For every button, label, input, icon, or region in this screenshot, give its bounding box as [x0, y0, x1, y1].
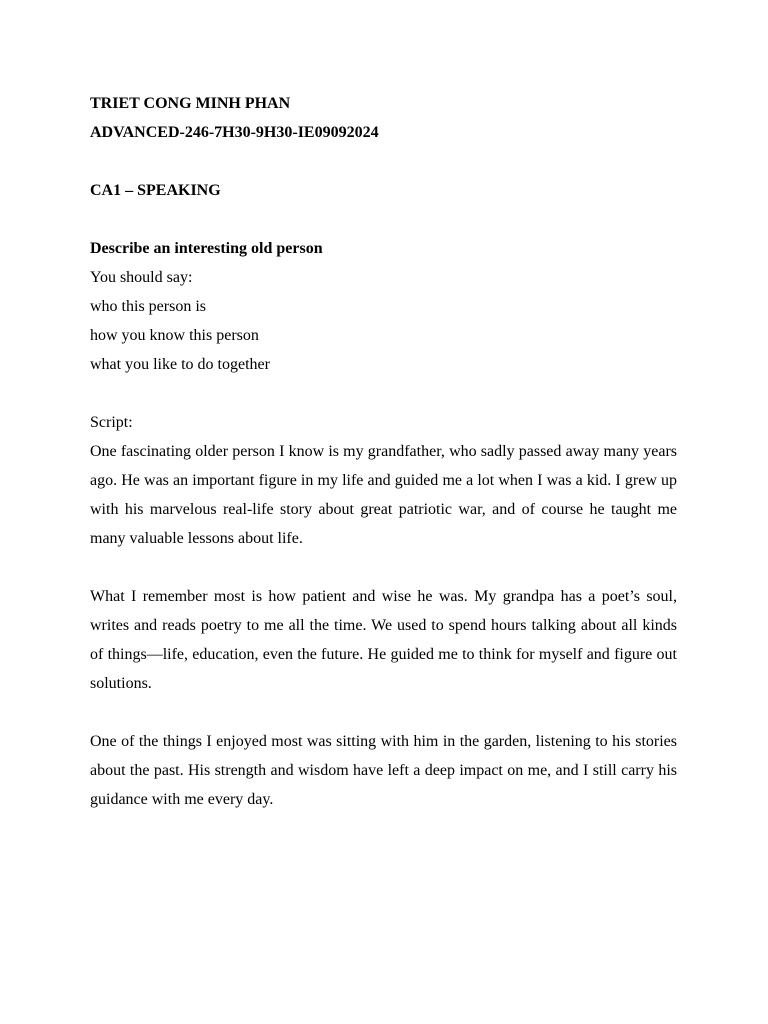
script-paragraph: One of the things I enjoyed most was sitting with him in the garden, listening to his stories about the past. His strength and wisdom have left a deep impact on me, and I still carry his guidance with me every day. — [90, 733, 677, 808]
task-point: what you like to do together — [90, 356, 270, 373]
script-paragraph: What I remember most is how patient and wise he was. My grandpa has a poet’s soul, writes and reads poetry to me all the time. We used to spend hours talking about all kinds of things—life, education, even the future. He guided me to think for myself and figure out solutions. — [90, 588, 677, 692]
spacer — [90, 147, 677, 176]
script-paragraph: One fascinating older person I know is my grandfather, who sadly passed away many years ago. He was an important figure in my life and guided me a lot when I was a kid. I grew up with his marvelous real-life story about great patriotic war, and of course he taught me many valuable lessons about life. — [90, 443, 677, 547]
task-title: Describe an interesting old person — [90, 240, 323, 257]
task-point: who this person is — [90, 298, 206, 315]
spacer — [90, 553, 677, 582]
script-label: Script: — [90, 414, 133, 431]
spacer — [90, 379, 677, 408]
student-name: TRIET CONG MINH PHAN — [90, 95, 291, 112]
document-page — [90, 89, 677, 814]
spacer — [90, 698, 677, 727]
task-prompt: You should say: — [90, 269, 193, 286]
class-code: ADVANCED-246-7H30-9H30-IE09092024 — [90, 124, 379, 141]
section-heading: CA1 – SPEAKING — [90, 182, 221, 199]
task-point: how you know this person — [90, 327, 259, 344]
spacer — [90, 205, 677, 234]
